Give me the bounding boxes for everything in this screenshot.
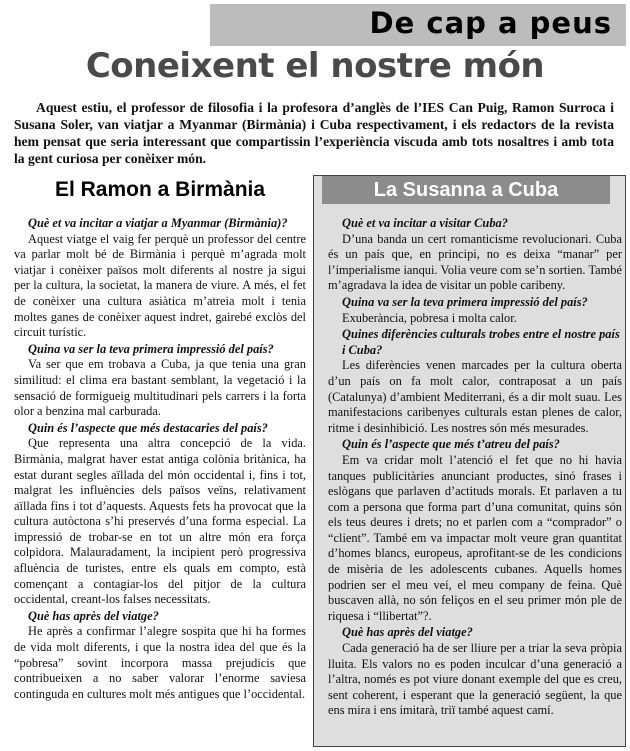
- question: Què has après del viatge?: [28, 608, 159, 623]
- answer: Aquest viatge el vaig fer perquè un professor del centre va parlar molt bé de Birmània i perquè m’agrada molt viatjar i conèixer països molt diferents al nostre ja sigui per la cultura, la societat, la manera de viure. A més, el fet de conèixer una cultura asiàtica m’atreia molt i tenia moltes ganes de conèixer aquest indret, gairebé exclòs del circuit turístic.: [14, 231, 306, 340]
- section-banner: [210, 4, 626, 46]
- ramon-column: [14, 176, 306, 703]
- question: Quin és l’aspecte que més destacaries del país?: [28, 420, 268, 435]
- answer: Que representa una altra concepció de la vida. Birmània, malgrat haver estat antiga colònia britànica, ha estat durant segles aïllada del món occidental i, fins i tot, malgrat les influències dels països veïns, relativament aïllada fins i tot d’aquests. Aquests fets ha provocat que la cultura autòctona s’hi preservés d’una forma especial. La impressió de trobar-se en tot un altre món era força colpidora. Malauradament, la incipient però progressiva afluència de turistes, entre els quals em compto, està començant a contagiar-los del pitjor de la cultura occidental, creant-los falses necessitats.: [14, 436, 306, 607]
- answer: D’una banda un cert romanticisme revolucionari. Cuba és un país que, en principi, no es deixa “manar” per l’imperialisme ianqui. Volia veure com se’n sortien. També m’agradava la idea de visitar un poble caribeny.: [328, 231, 622, 293]
- question: Quina va ser la teva primera impressió del país?: [342, 294, 588, 309]
- answer: Em va cridar molt l’atenció el fet que no hi havia tanques publicitàries anunciant productes, sinó frases i eslògans que parlaven d’actituds morals. Et parlaven a tu com a persona que forma part d’una comunitat, quins són els teus deures i drets; no et parlen com a “comprador” o “client”. També em va impactar molt veure gran quantitat d’homes blancs, europeus, aprofitant-se de les condicions de misèria de les adolescents cubanes. Aquells homes podrien ser el meu veí, el meu company de feina. Què buscaven allà, no són feliços en el seu primer món ple de riquesa i “llibertat”?.: [328, 452, 622, 623]
- susanna-section-title: La Susanna a Cuba: [322, 176, 610, 204]
- question: Què et va incitar a viatjar a Myanmar (Birmània)?: [28, 216, 288, 230]
- intro-paragraph: Aquest estiu, el professor de filosofia i la profesora d’anglès de l’IES Can Puig, Ramon Surroca i Susana Soler, van viatjar a Myanmar (Birmània) i Cuba respectivament, i els redactors de la revista hem pensat que seria interessant que compartissin l’experiència viscuda amb tots nosaltres i amb tota la gent curiosa per conèixer món.: [14, 100, 614, 166]
- question: Quina va ser la teva primera impressió del país?: [28, 341, 274, 356]
- answer: Les diferències venen marcades per la cultura oberta d’un país on fa molt calor, contraposat a un país (Catalunya) d’ambient Mediterrani, és a dir molt suau. Les manifestacions caribenyes culturals estan plenes de calor, ritme i desinhibició. Les nostres són més mesurades.: [328, 358, 622, 435]
- susanna-column: [328, 176, 622, 720]
- answer: Va ser que em trobava a Cuba, ja que tenia una gran similitud: el clima era bastant semblant, la vegetació i la sensació de formigueig multitudinari pels carrers i la forta olor a benzina mal carburada.: [14, 357, 306, 419]
- question: Quin és l’aspecte que més t’atreu del país?: [342, 437, 560, 452]
- ramon-section-title: El Ramon a Birmània: [54, 178, 266, 201]
- answer: Cada generació ha de ser lliure per a triar la seva pròpia lluita. Els valors no es poden inculcar d’una generació a l’altra, només es pot viure donant exemple del que es creu, sent coherent, i esperant que la generació següent, la que ens mira i ens imitarà, triï també aquest camí.: [328, 641, 622, 718]
- page-title: Coneixent el nostre món: [85, 46, 545, 86]
- question: Què has après del viatge?: [342, 625, 473, 640]
- question: Quines diferències culturals trobes entre el nostre país i Cuba?: [342, 327, 620, 357]
- answer: Exuberància, pobresa i molta calor.: [342, 310, 517, 325]
- question: Què et va incitar a visitar Cuba?: [342, 216, 508, 230]
- section-title: De cap a peus: [369, 6, 612, 40]
- answer: He après a confirmar l’alegre sospita que hi ha formes de vida molt diferents, i que la nostra idea del que és la “pobresa” sovint incorpora massa prejudicis que contribueixen a no saber valorar l’enorme saviesa continguda en cultures molt més antigues que l’occidental.: [14, 624, 306, 701]
